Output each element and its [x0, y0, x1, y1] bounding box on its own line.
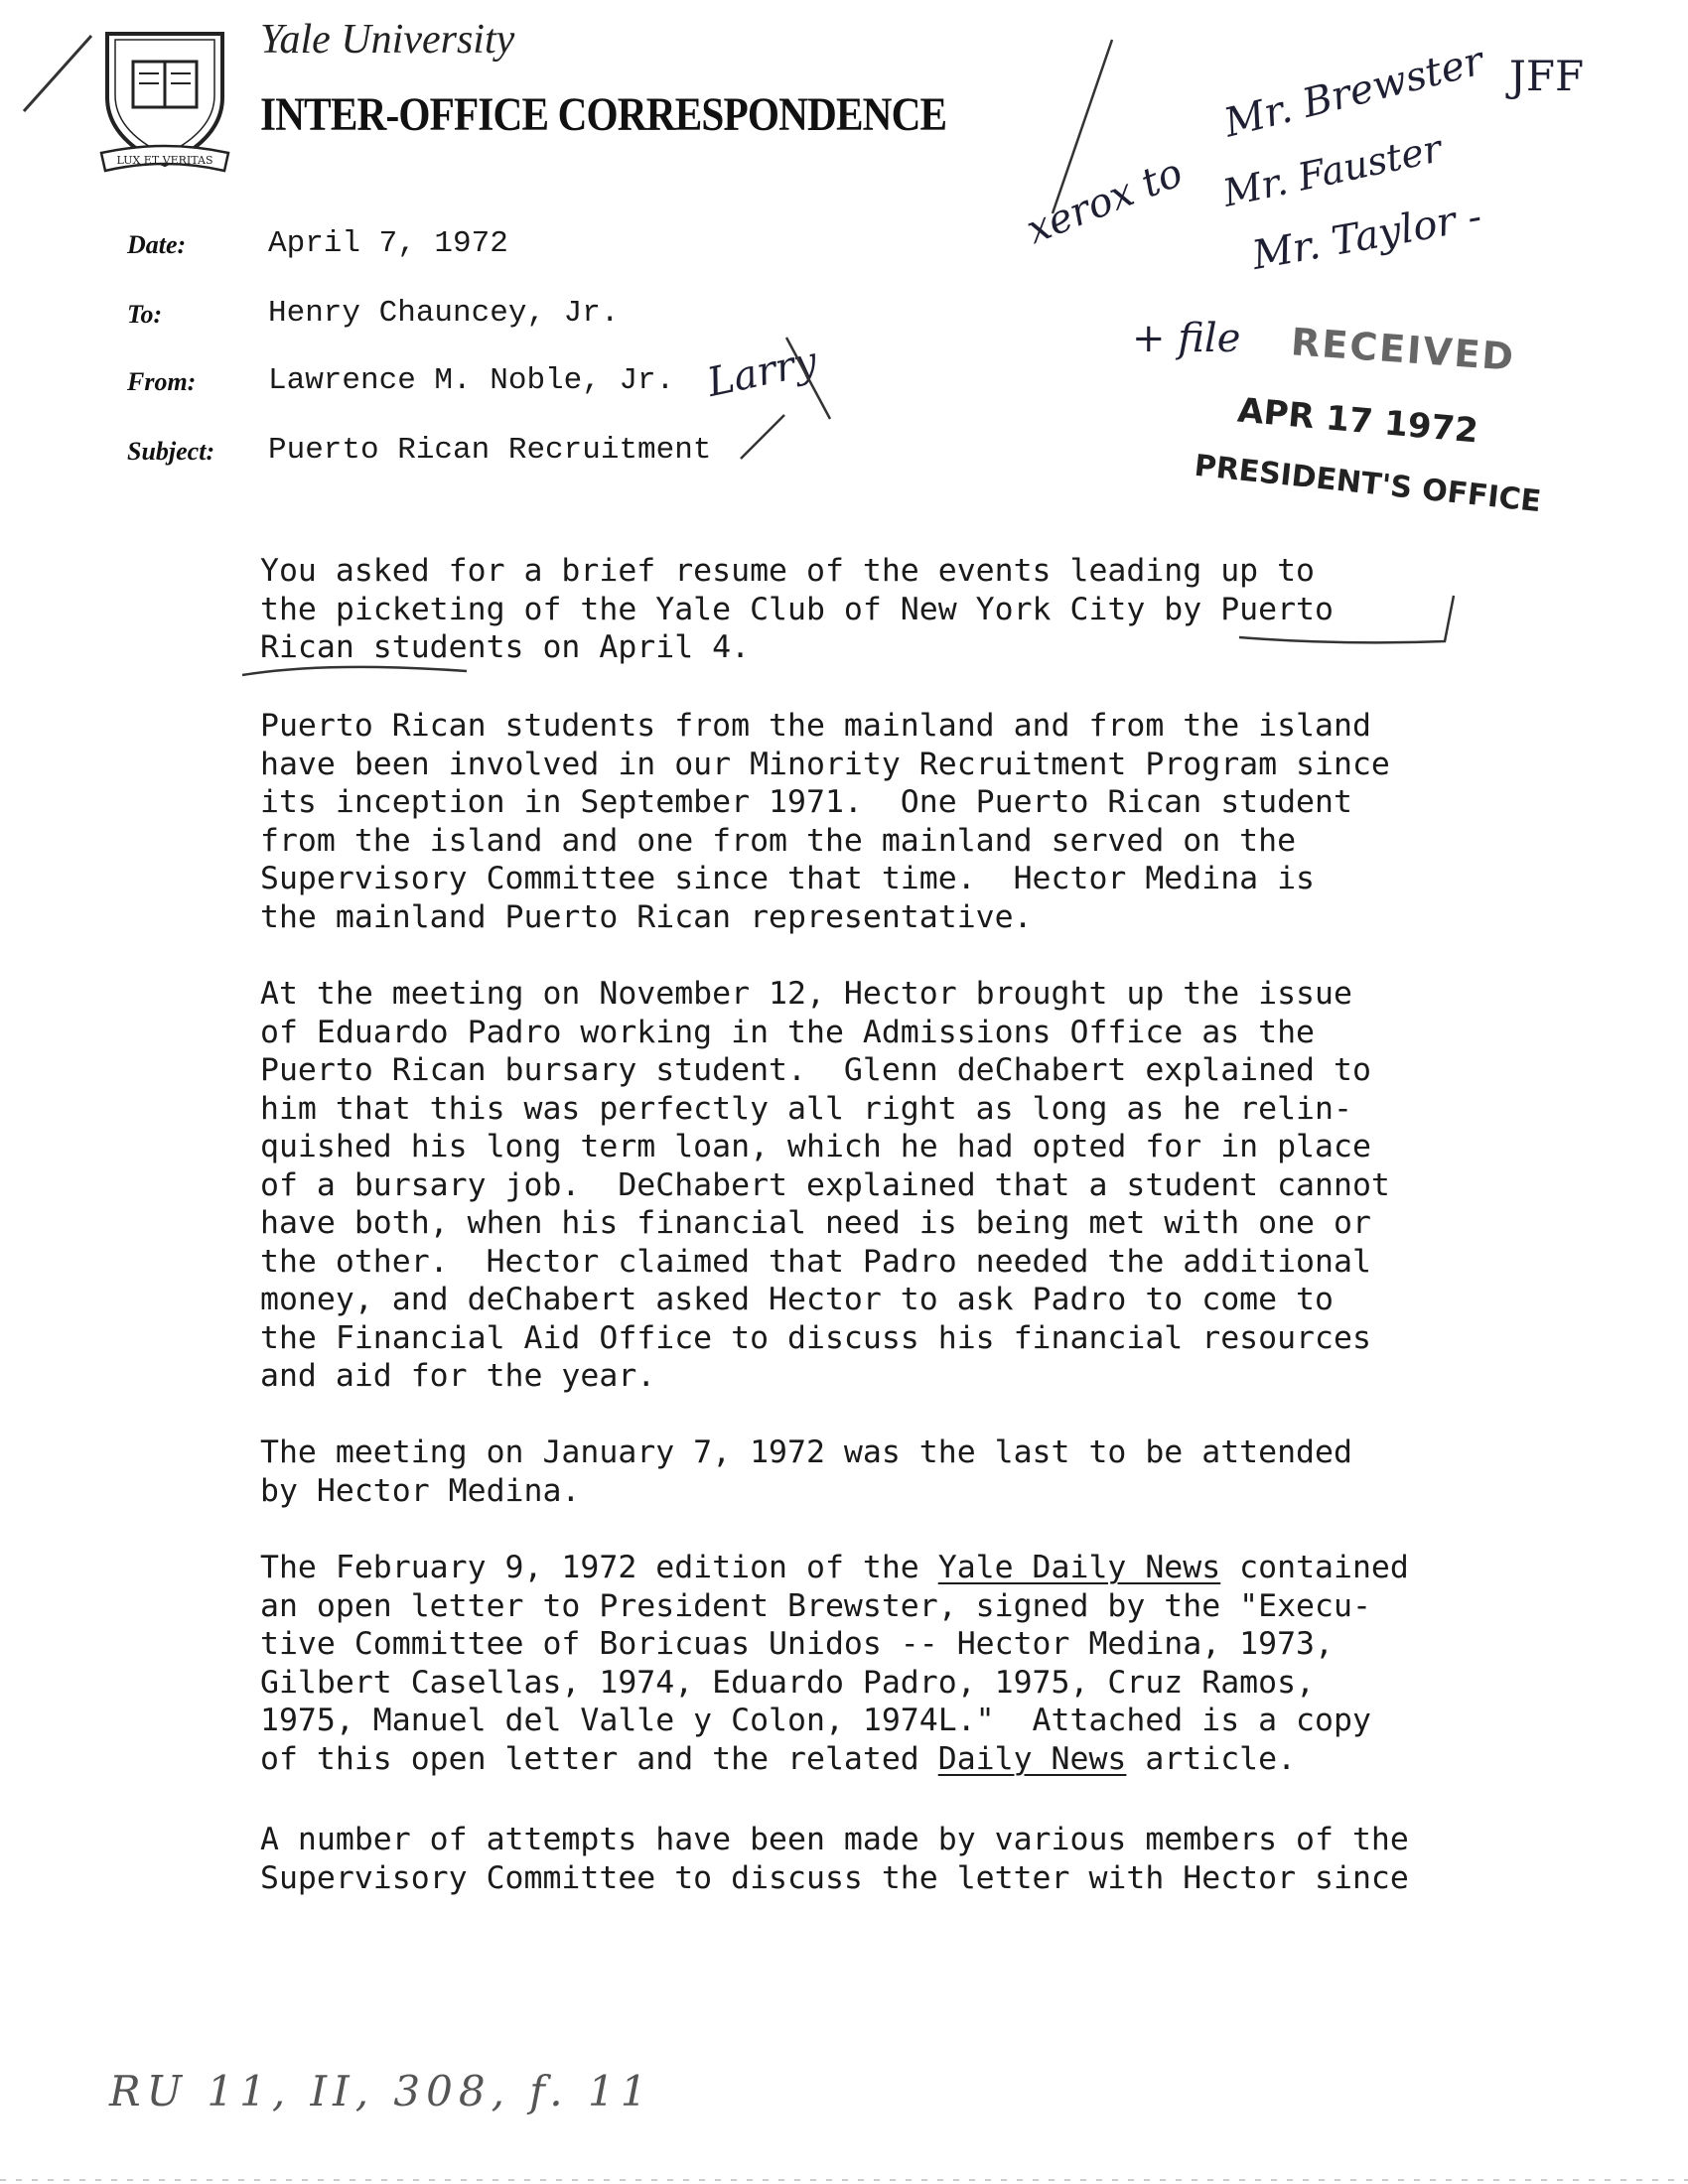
text-line: At the meeting on November 12, Hector brought up the issue — [260, 976, 1352, 1012]
text-line: of Eduardo Padro working in the Admissions Office as the — [260, 1014, 1316, 1050]
to-label: To: — [127, 300, 163, 329]
text-line: by Hector Medina. — [260, 1472, 581, 1509]
subject-value: Puerto Rican Recruitment — [268, 433, 712, 468]
text-line: Rican students on April 4. — [260, 629, 751, 665]
stamp-office: PRESIDENT'S OFFICE — [1193, 448, 1543, 520]
text-line: Puerto Rican students from the mainland and from the island — [260, 708, 1371, 744]
university-name: Yale University — [260, 17, 515, 63]
from-label: From: — [127, 367, 197, 396]
text-line: tive Committee of Boricuas Unidos -- Hector Medina, 1973, — [260, 1626, 1334, 1662]
archive-footer-note: RU 11, II, 308, f. 11 — [109, 2067, 653, 2116]
text-line: of a bursary job. DeChabert explained that a student cannot — [260, 1166, 1390, 1203]
text-line: have been involved in our Minority Recruitment Program since — [260, 746, 1390, 782]
text-line: Gilbert Casellas, 1974, Eduardo Padro, 1975, Cruz Ramos, — [260, 1664, 1316, 1701]
subject-label: Subject: — [127, 437, 215, 466]
xerox-note: xerox to — [1020, 149, 1190, 254]
recipient-note-3: Mr. Taylor - — [1248, 194, 1485, 279]
pen-stroke — [786, 338, 830, 419]
file-note: + file — [1132, 316, 1241, 361]
text-line: Supervisory Committee to discuss the letter with Hector since — [260, 1859, 1409, 1896]
text-line: the Financial Aid Office to discuss his financial resources — [260, 1319, 1371, 1356]
recipient-note-1: Mr. Brewster — [1219, 38, 1488, 147]
pen-stroke — [1053, 40, 1112, 213]
pen-stroke — [24, 36, 91, 111]
text-line: and aid for the year. — [260, 1358, 656, 1394]
to-value: Henry Chauncey, Jr. — [268, 296, 620, 331]
text-line: from the island and one from the mainland served on the — [260, 822, 1297, 859]
letterhead-title: INTER-OFFICE CORRESPONDENCE — [260, 88, 947, 141]
newspaper-title: Yale Daily News — [937, 1550, 1221, 1585]
pen-stroke — [1239, 596, 1454, 642]
from-value: Lawrence M. Noble, Jr. — [268, 363, 675, 398]
text-line: A number of attempts have been made by various members of the — [260, 1822, 1409, 1857]
pen-stroke — [242, 667, 467, 675]
stamp-date: APR 17 1972 — [1235, 390, 1480, 452]
text-line: the other. Hector claimed that Padro needed the additional — [260, 1243, 1371, 1280]
text-run: of this open letter and the related — [260, 1740, 938, 1777]
date-value: April 7, 1972 — [268, 226, 508, 261]
seal-motto: LUX ET VERITAS — [116, 154, 213, 167]
text-line: the picketing of the Yale Club of New York City by Puerto — [260, 591, 1334, 627]
text-line: You asked for a brief resume of the events leading up to — [260, 553, 1316, 589]
text-run: article. — [1126, 1740, 1297, 1777]
text-run: contained — [1220, 1550, 1409, 1585]
date-label: Date: — [127, 230, 187, 259]
text-line: the mainland Puerto Rican representative. — [260, 898, 1033, 935]
from-signature: Larry — [703, 338, 821, 407]
text-line: him that this was perfectly all right as long as he relin- — [260, 1090, 1352, 1127]
text-line: have both, when his financial need is being met with one or — [260, 1205, 1371, 1241]
text-line: Supervisory Committee since that time. Hector Medina is — [260, 861, 1316, 896]
recipient-note-2: Mr. Fauster — [1218, 126, 1446, 215]
stamp-received: RECEIVED — [1289, 320, 1517, 379]
text-line: 1975, Manuel del Valle y Colon, 1974L." Attached is a copy — [260, 1703, 1371, 1738]
pen-stroke — [741, 415, 784, 459]
text-line: Puerto Rican bursary student. Glenn deChabert explained to — [260, 1052, 1371, 1088]
text-line: The meeting on January 7, 1972 was the last to be attended — [260, 1434, 1352, 1470]
text-line: its inception in September 1971. One Puerto Rican student — [260, 784, 1352, 820]
initials-note: JFF — [1509, 52, 1585, 100]
text-line: an open letter to President Brewster, signed by the "Execu- — [260, 1587, 1371, 1624]
newspaper-title: Daily News — [937, 1740, 1127, 1777]
text-line: money, and deChabert asked Hector to ask Padro to come to — [260, 1282, 1334, 1317]
text-run: The February 9, 1972 edition of the — [260, 1550, 938, 1585]
text-line: quished his long term loan, which he had opted for in place — [260, 1129, 1371, 1164]
